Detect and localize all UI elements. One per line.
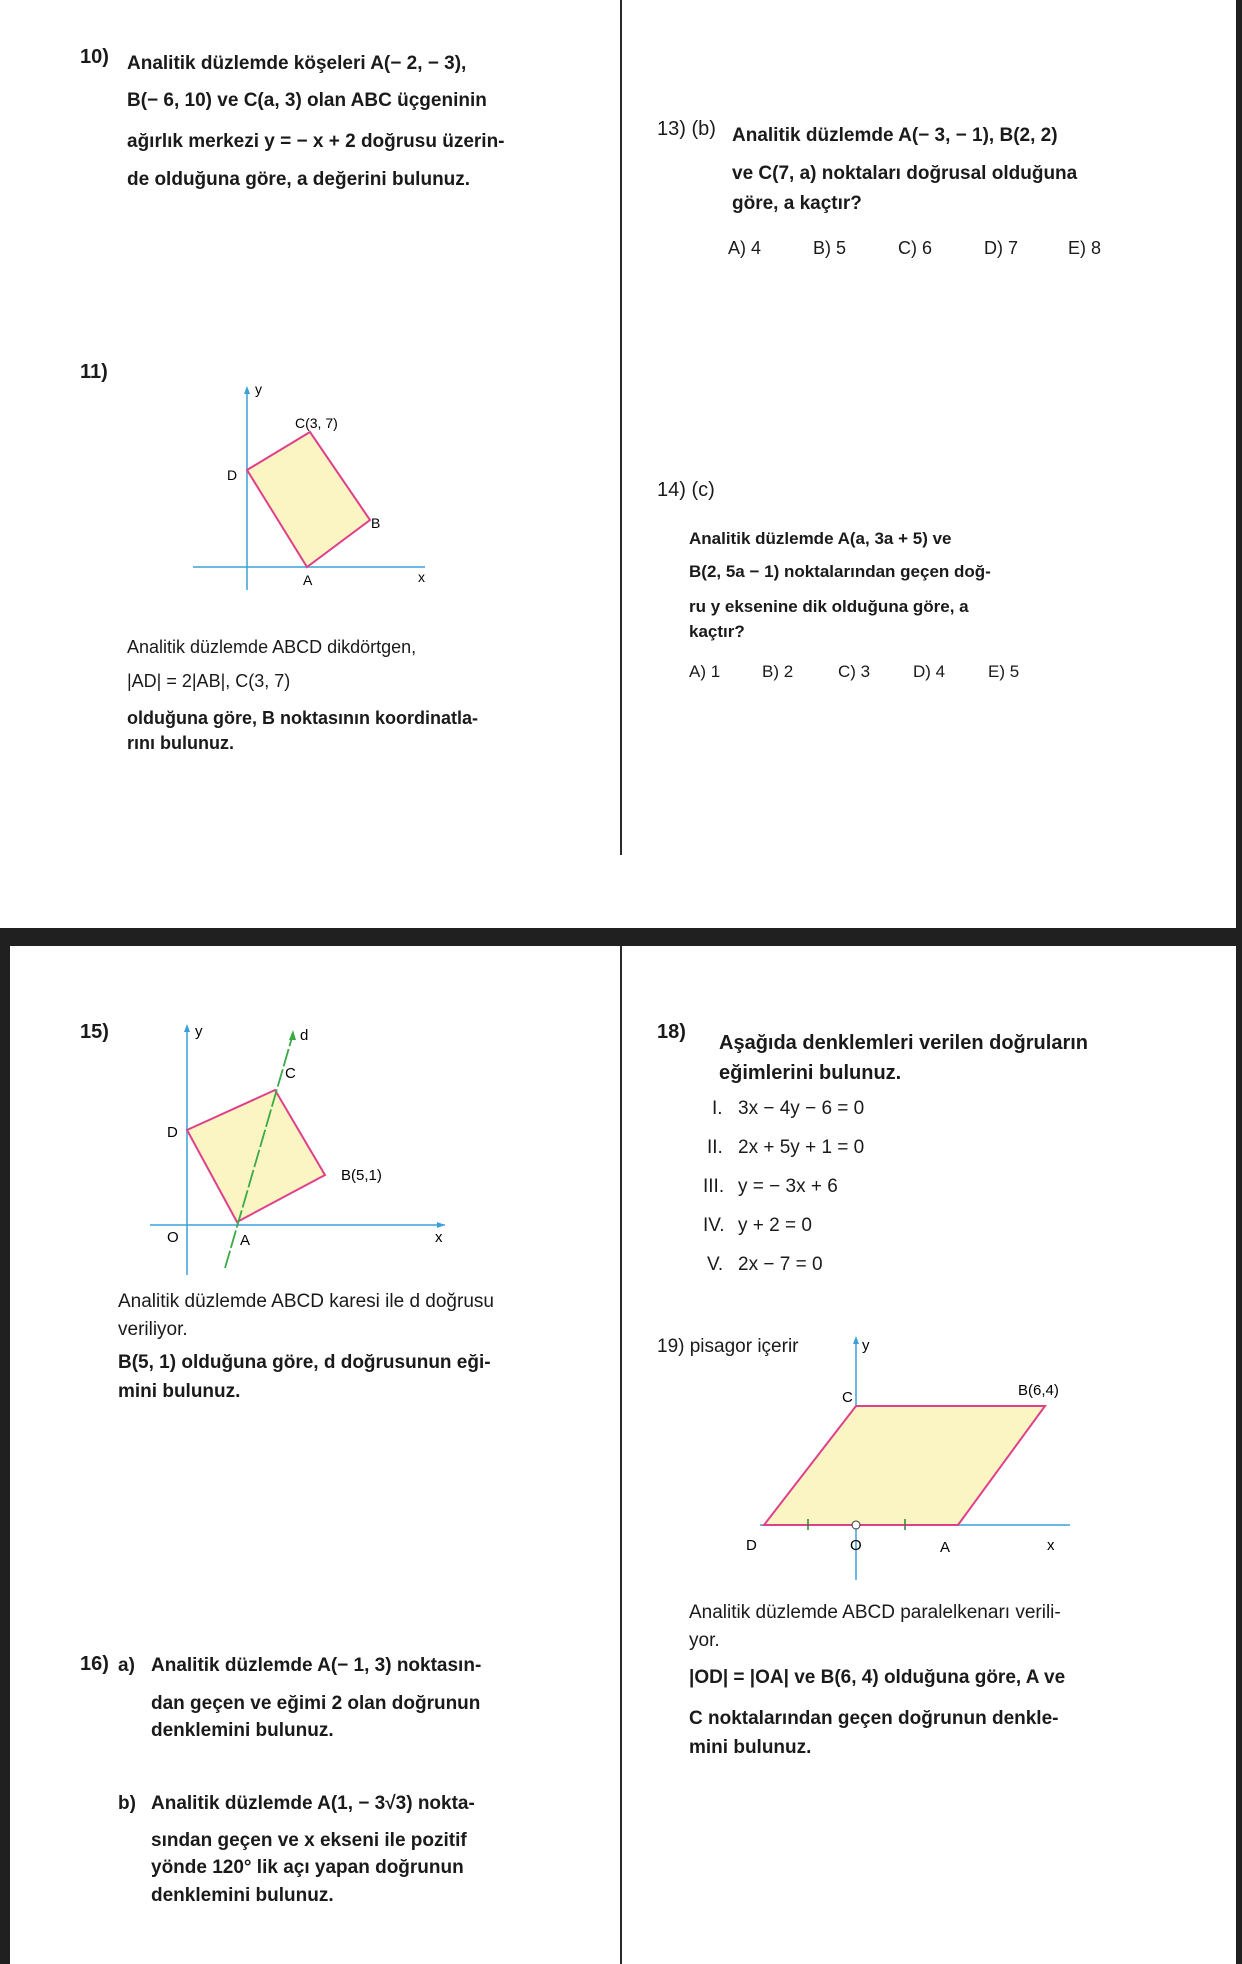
q19-label-b: B(6,4) bbox=[1018, 1382, 1059, 1399]
q11-label-y: y bbox=[255, 381, 262, 397]
q16-number: 16) bbox=[80, 1653, 109, 1675]
q14-option-a: A) 1 bbox=[689, 662, 721, 681]
q18-item2-eq: 2x + 5y + 1 = 0 bbox=[738, 1137, 865, 1158]
q14-line3: ru y eksenine dik olduğuna göre, a bbox=[689, 597, 969, 616]
q10-line3: ağırlık merkezi y = − x + 2 doğrusu üzerin- bbox=[127, 131, 505, 152]
q10-line4: de olduğuna göre, a değerini bulunuz. bbox=[127, 169, 471, 190]
q13-line2: ve C(7, a) noktaları doğrusal olduğuna bbox=[732, 163, 1078, 184]
q18-item5-num: V. bbox=[707, 1254, 724, 1275]
q18-line1: Aşağıda denklemleri verilen doğruların bbox=[719, 1032, 1089, 1054]
q14-option-b: B) 2 bbox=[762, 662, 794, 681]
q11-svg bbox=[185, 380, 445, 600]
q18-number: 18) bbox=[657, 1021, 686, 1043]
q13-line3: göre, a kaçtır? bbox=[732, 193, 862, 214]
q10-line1: Analitik düzlemde köşeleri A(− 2, − 3), bbox=[127, 53, 467, 74]
q11-label-b: B bbox=[371, 515, 381, 531]
page-separator-band bbox=[0, 928, 1242, 946]
q11-line2: |AD| = 2|AB|, C(3, 7) bbox=[127, 671, 291, 691]
q19-line2: yor. bbox=[689, 1630, 720, 1651]
q19-line1: Analitik düzlemde ABCD paralelkenarı verili- bbox=[689, 1602, 1061, 1623]
q18-item4-num: IV. bbox=[703, 1215, 725, 1236]
q19-label-a: A bbox=[940, 1539, 951, 1556]
q16-a-line1: Analitik düzlemde A(− 1, 3) noktasın- bbox=[151, 1655, 482, 1676]
q11-rectangle bbox=[247, 432, 370, 567]
q15-svg bbox=[145, 1020, 465, 1280]
q15-label-c: C bbox=[285, 1065, 296, 1082]
q11-label-a: A bbox=[303, 572, 313, 588]
q19-figure bbox=[740, 1328, 1080, 1588]
q18-item1-eq: 3x − 4y − 6 = 0 bbox=[738, 1098, 865, 1119]
q19-line3: |OD| = |OA| ve B(6, 4) olduğuna göre, A ve bbox=[689, 1667, 1066, 1688]
q18-item2-num: II. bbox=[707, 1137, 723, 1158]
right-edge-bar-top bbox=[1236, 0, 1242, 928]
q14-option-e: E) 5 bbox=[988, 662, 1020, 681]
q18-item5-eq: 2x − 7 = 0 bbox=[738, 1254, 823, 1275]
q18-item4-eq: y + 2 = 0 bbox=[738, 1215, 812, 1236]
q19-label-x: x bbox=[1047, 1537, 1055, 1554]
q16-b-line4: denklemini bulunuz. bbox=[151, 1885, 334, 1906]
q19-label-d: D bbox=[746, 1537, 757, 1554]
q13-option-c: C) 6 bbox=[898, 238, 933, 258]
q14-line2: B(2, 5a − 1) noktalarından geçen doğ- bbox=[689, 562, 991, 581]
q18-item1-num: I. bbox=[712, 1098, 723, 1119]
column-divider-bottom bbox=[620, 946, 622, 1964]
q15-y-arrow-icon bbox=[184, 1024, 190, 1032]
q13-option-d: D) 7 bbox=[984, 238, 1019, 258]
q15-label-d: D bbox=[167, 1124, 178, 1141]
q15-line1: Analitik düzlemde ABCD karesi ile d doğrusu bbox=[118, 1291, 494, 1312]
q14-line1: Analitik düzlemde A(a, 3a + 5) ve bbox=[689, 529, 952, 548]
q15-number: 15) bbox=[80, 1021, 109, 1043]
q16-b-label: b) bbox=[118, 1793, 136, 1814]
q15-label-x: x bbox=[435, 1229, 443, 1246]
q11-number: 11) bbox=[80, 361, 108, 383]
q18-item3-eq: y = − 3x + 6 bbox=[738, 1176, 838, 1197]
left-edge-bar-bottom bbox=[0, 946, 10, 1964]
q11-y-arrow-icon bbox=[244, 386, 250, 394]
q18-line2: eğimlerini bulunuz. bbox=[719, 1062, 902, 1084]
q19-line5: mini bulunuz. bbox=[689, 1737, 812, 1758]
q16-b-line2: sından geçen ve x ekseni ile pozitif bbox=[151, 1830, 467, 1851]
q15-label-o: O bbox=[167, 1229, 179, 1246]
q15-label-b: B(5,1) bbox=[341, 1167, 382, 1184]
q15-line2: veriliyor. bbox=[118, 1319, 188, 1340]
q19-parallelogram bbox=[764, 1406, 1045, 1525]
q11-label-c: C(3, 7) bbox=[295, 415, 338, 431]
q18-item3-num: III. bbox=[703, 1176, 725, 1197]
q15-line4: mini bulunuz. bbox=[118, 1381, 241, 1402]
q19-y-arrow-icon bbox=[853, 1336, 859, 1344]
q15-x-arrow-icon bbox=[437, 1222, 445, 1228]
q19-label-y: y bbox=[862, 1337, 870, 1354]
q19-line4: C noktalarından geçen doğrunun denkle- bbox=[689, 1708, 1059, 1729]
right-edge-bar-bottom bbox=[1236, 946, 1242, 1964]
q15-d-arrow-icon bbox=[289, 1030, 296, 1040]
q14-option-d: D) 4 bbox=[913, 662, 946, 681]
q14-option-c: C) 3 bbox=[838, 662, 871, 681]
q15-label-y: y bbox=[195, 1023, 203, 1040]
q15-label-dline: d bbox=[300, 1027, 309, 1044]
q11-line4: rını bulunuz. bbox=[127, 733, 234, 753]
q11-label-d: D bbox=[227, 467, 238, 483]
q19-label-o: O bbox=[850, 1537, 862, 1554]
q11-figure bbox=[185, 380, 445, 600]
q13-option-a: A) 4 bbox=[728, 238, 762, 258]
q13-option-e: E) 8 bbox=[1068, 238, 1102, 258]
q10-line2: B(− 6, 10) ve C(a, 3) olan ABC üçgeninin bbox=[127, 90, 487, 111]
q19-label-c: C bbox=[842, 1389, 853, 1406]
q19-origin-dot bbox=[852, 1521, 860, 1529]
q16-a-label: a) bbox=[118, 1655, 135, 1676]
q15-line3: B(5, 1) olduğuna göre, d doğrusunun eği- bbox=[118, 1352, 491, 1373]
q14-number: 14) (c) bbox=[657, 479, 715, 501]
q19-svg bbox=[740, 1328, 1080, 1588]
q15-figure bbox=[145, 1020, 465, 1280]
q11-line3: olduğuna göre, B noktasının koordinatla- bbox=[127, 708, 479, 728]
q15-square bbox=[187, 1090, 325, 1222]
q13-line1: Analitik düzlemde A(− 3, − 1), B(2, 2) bbox=[732, 125, 1058, 146]
q14-line4: kaçtır? bbox=[689, 622, 745, 641]
q19-number: 19) pisagor içerir bbox=[657, 1336, 799, 1357]
q16-a-line2: dan geçen ve eğimi 2 olan doğrunun bbox=[151, 1693, 481, 1714]
column-divider-top bbox=[620, 0, 622, 855]
q15-label-a: A bbox=[240, 1232, 251, 1249]
q13-number: 13) (b) bbox=[657, 118, 716, 140]
q13-option-b: B) 5 bbox=[813, 238, 847, 258]
q11-line1: Analitik düzlemde ABCD dikdörtgen, bbox=[127, 637, 417, 657]
q16-b-line1: Analitik düzlemde A(1, − 3√3) nokta- bbox=[151, 1793, 475, 1814]
q16-b-line3: yönde 120° lik açı yapan doğrunun bbox=[151, 1857, 464, 1878]
q11-label-x: x bbox=[418, 569, 425, 585]
q10-number: 10) bbox=[80, 46, 109, 68]
q16-a-line3: denklemini bulunuz. bbox=[151, 1720, 334, 1741]
